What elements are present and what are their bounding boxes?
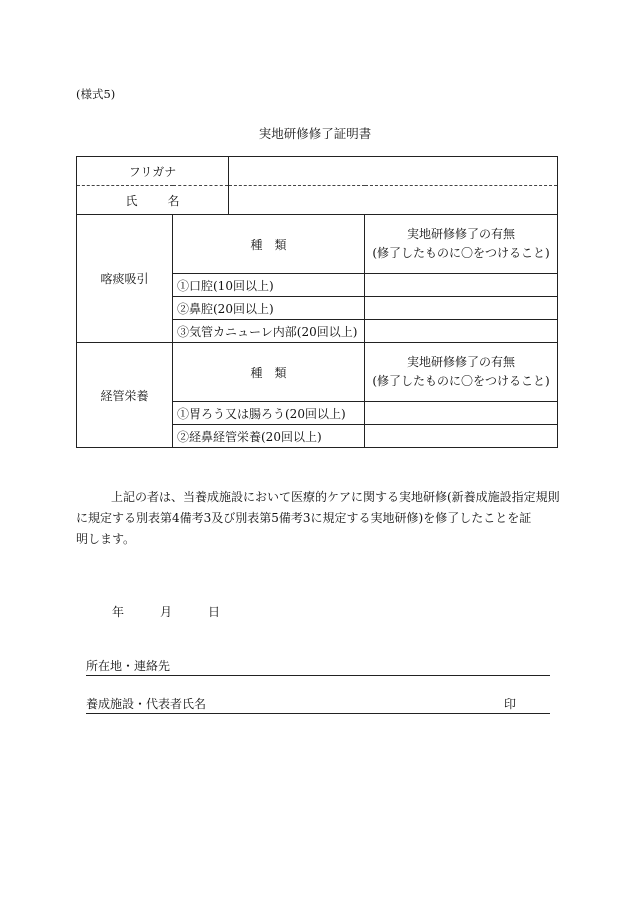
completion-status-header xyxy=(365,343,558,402)
name-label-part2: 名 xyxy=(167,193,180,208)
statement-line-1: 上記の者は、当養成施設において医療的ケアに関する実地研修(新養成施設指定規則 xyxy=(111,490,560,504)
furigana-field[interactable] xyxy=(229,157,558,186)
completion-cell-nasal[interactable] xyxy=(365,297,558,320)
name-label xyxy=(77,186,229,215)
item-nasogastric: ②経鼻経管栄養(20回以上) xyxy=(173,425,365,448)
date-year: 年 xyxy=(112,605,125,619)
completion-cell-tracheal-cannula[interactable] xyxy=(365,320,558,343)
furigana-label: フリガナ xyxy=(77,157,229,186)
category-tube-feeding: 経管栄養 xyxy=(77,343,173,448)
address-contact-line[interactable] xyxy=(86,658,550,676)
certificate-table xyxy=(76,156,558,448)
date-day: 日 xyxy=(208,605,221,619)
certification-statement xyxy=(76,487,560,550)
document-title: 実地研修修了証明書 xyxy=(258,126,372,141)
item-oral: ①口腔(10回以上) xyxy=(173,274,365,297)
issue-date xyxy=(112,603,220,620)
item-gastrostomy: ①胃ろう又は腸ろう(20回以上) xyxy=(173,402,365,425)
date-month: 月 xyxy=(160,605,173,619)
category-suction: 喀痰吸引 xyxy=(77,215,173,343)
name-label-part1: 氏 xyxy=(125,193,138,208)
type-header: 種 類 xyxy=(173,343,365,402)
item-tracheal-cannula: ③気管カニューレ内部(20回以上) xyxy=(173,320,365,343)
representative-label: 養成施設・代表者氏名 xyxy=(86,697,207,711)
completion-cell-oral[interactable] xyxy=(365,274,558,297)
representative-line[interactable] xyxy=(86,696,550,714)
address-contact-label: 所在地・連絡先 xyxy=(86,659,171,673)
name-field[interactable] xyxy=(229,186,558,215)
completion-cell-nasogastric[interactable] xyxy=(365,425,558,448)
completion-status-header-line1: 実地研修修了の有無 xyxy=(406,355,515,369)
statement-line-3: 明します。 xyxy=(76,532,136,546)
completion-status-header-line1: 実地研修修了の有無 xyxy=(406,227,515,241)
completion-status-header-line2: (修了したものに〇をつけること) xyxy=(372,374,550,388)
form-number: (様式5) xyxy=(76,87,116,101)
completion-status-header-line2: (修了したものに〇をつけること) xyxy=(372,246,550,260)
type-header: 種 類 xyxy=(173,215,365,274)
completion-status-header xyxy=(365,215,558,274)
seal-label: 印 xyxy=(503,697,516,711)
item-nasal: ②鼻腔(20回以上) xyxy=(173,297,365,320)
completion-cell-gastrostomy[interactable] xyxy=(365,402,558,425)
statement-line-2: に規定する別表第4備考3及び別表第5備考3に規定する実地研修)を修了したことを証 xyxy=(76,511,532,525)
